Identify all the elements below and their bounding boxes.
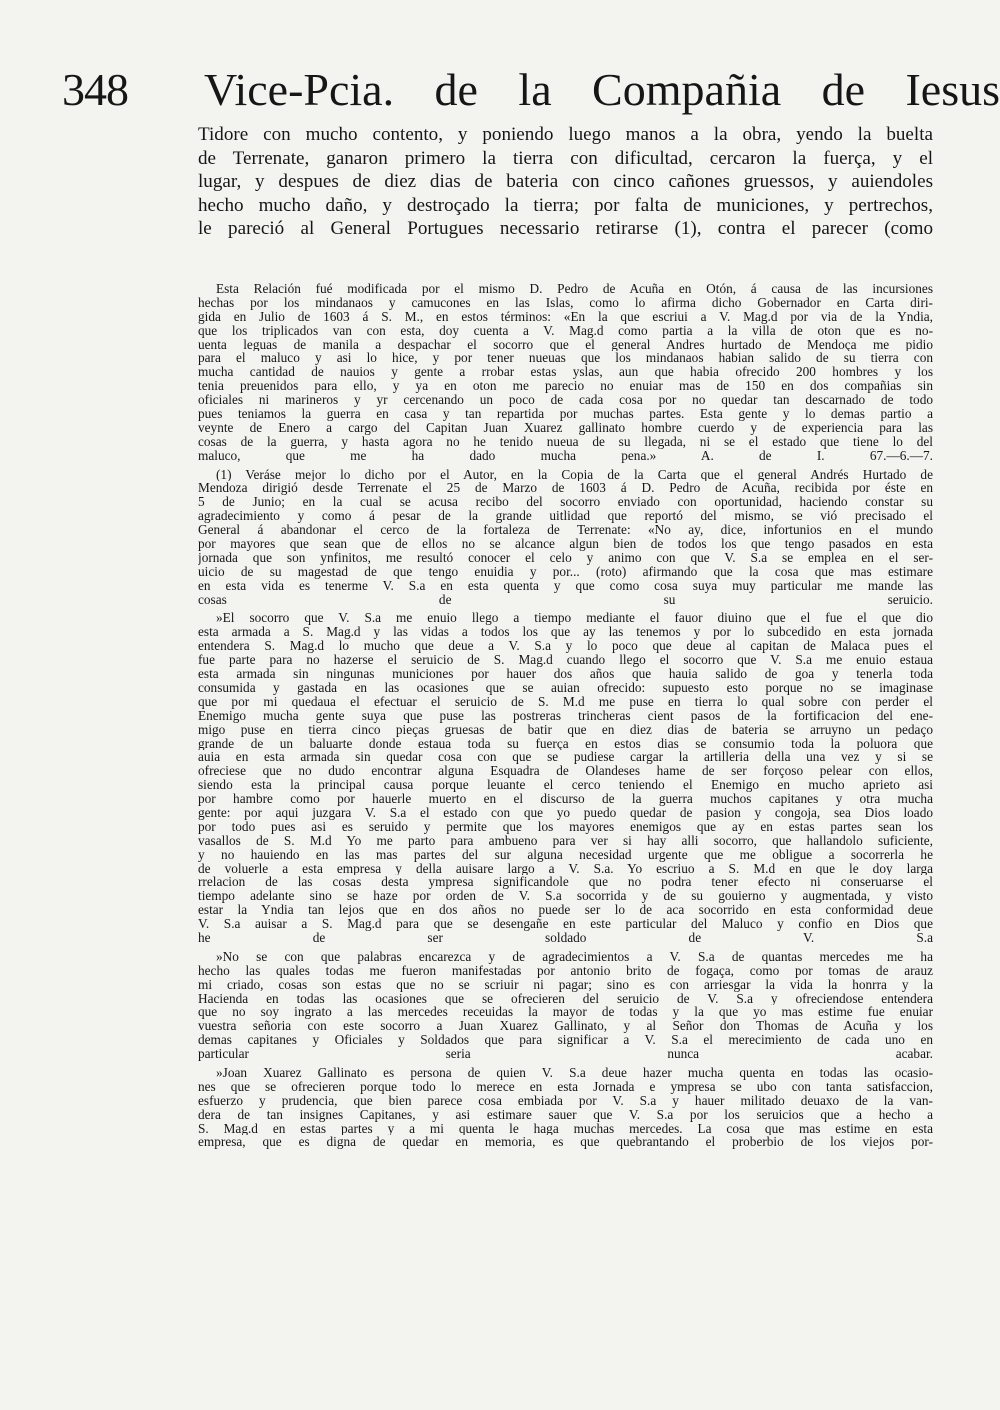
footnote-line: Enemigo mucha gente suya que puse las postreras trincheras cient pasos de la fortificacion del ene- (198, 708, 933, 723)
page-header (62, 62, 1000, 122)
footnote-line: por mayores que sean que de ellos no se alcance algun bien de todos los que tengo pasados en esta (198, 537, 933, 551)
footnote-line: Hacienda en todas las ocasiones que se ofrecieren del seruicio de V. S.a y ofreciendose entendera (198, 991, 933, 1006)
footnote-line: uenta leguas de manila a despachar el socorro que el general Andres hurtado de Mendoça me pidio (198, 337, 933, 352)
footnote-line: grande de un baluarte donde estaua toda su fuerça en estos dias se consumio toda la poluora que (198, 736, 933, 751)
footnote-line: particular seria nunca acabar. (198, 1047, 933, 1061)
footnote-line: por hambre como por hauerle muerto en el discurso de la guerra muchos capitanes y otra mucha (198, 792, 933, 806)
footnotes (198, 282, 933, 1149)
footnote-line: esta armada a S. Mag.d y las vidas a todos los que ay las tenemos y por lo subcedido en esta jornada (198, 625, 933, 640)
footnote-line: fue parte para no hazerse el seruicio de S. Mag.d cuando llego el socorro que V. S.a me enuio estaua (198, 653, 933, 668)
footnote-line: entendera S. Mag.d lo mucho que deue a V. S.a y lo poco que deue al capitan de Malaca pues el (198, 639, 933, 654)
footnote-line: oficiales ni marineros y yr cercenando un poco de cada cosa por no quedar tan descarnado de todo (198, 393, 933, 408)
footnote-line: gente: por aqui juzgara V. S.a el estado con que yo puedo quedar de pasion y congoja, sea Dios loado (198, 805, 933, 820)
footnote-paragraph (198, 950, 933, 1061)
footnote-line: Mendoza dirigió desde Terrenate el 25 de Marzo de 1603 á D. Pedro de Acuña, recibida por éste en (198, 481, 933, 496)
main-text-line: le pareció al General Portugues necessario retirarse (1), contra el parecer (como (198, 218, 933, 240)
footnote-line: esta armada sin ningunas municiones por hauer dos años que hauia salido de goa y tenerla toda (198, 667, 933, 681)
footnote-paragraph (198, 611, 933, 944)
footnote-line: uicio de su magestad de que tengo enuidia y por... (roto) afirmando que la cosa que mas estimare (198, 564, 933, 579)
footnote-paragraph (198, 1066, 933, 1149)
footnote-line: tiempo adelante sino se haze por orden de V. S.a socorrida y de su gouierno y augmentada, y visto (198, 889, 933, 904)
footnote-line: V. S.a auisar a S. Mag.d para que se desengañe en este particular del Maluco y confio en Dios que (198, 917, 933, 931)
footnote-line: mucha cantidad de nauios y gente a rrobar estas yslas, aun que habia ofrecido 200 hombres y los (198, 365, 933, 380)
footnote-line: que no soy ingrato a las mercedes receuidas la mayor de todas y la que yo mas estime fue enuiar (198, 1005, 933, 1020)
footnote-line: consumida y gastada en las ocasiones que se auian ofrecido: supuesto esto porque no se imaginase (198, 680, 933, 695)
footnote-line: dera de tan insignes Capitanes, y asi estimare sauer que V. S.a por los seruicios que a hecho a (198, 1107, 933, 1122)
footnote-line: que los triplicados van con esta, doy cuenta a V. Mag.d como partia a la villa de oton que es no- (198, 323, 933, 338)
footnote-paragraph (198, 282, 933, 463)
running-title: Vice-Pcia. de la Compañia de Iesus (204, 64, 1000, 115)
footnote-line: »Joan Xuarez Gallinato es persona de quien V. S.a deue hazer mucha quenta en todas las ocasio- (216, 1065, 933, 1080)
footnote-line: General á abandonar el cerco de la fortaleza de Terrenate: «No ay, dice, infortunios en el mundo (198, 523, 933, 538)
footnote-line: tenia preuenidos para ello, y ya en oton me parecio no enuiar mas de 150 en dos compañias sin (198, 379, 933, 394)
footnote-line: demas capitanes y Oficiales y Soldados que para significar a V. S.a el merecimiento de cada uno en (198, 1033, 933, 1048)
footnote-line: Esta Relación fué modificada por el mismo D. Pedro de Acuña en Otón, á causa de las incursiones (216, 282, 933, 296)
main-text-line: de Terrenate, ganaron primero la tierra con dificultad, cercaron la fuerça, y el (198, 147, 933, 169)
footnote-line: siendo esta la principal causa porque leuante el cerco teniendo el Enemigo en mucho aprieto asi (198, 778, 933, 793)
footnote-paragraph (198, 468, 933, 607)
footnote-line: ofreciese que no dudo encontrar alguna Esquadra de Olandeses hame de ser forçoso pelear con ellos, (198, 764, 933, 779)
footnote-line: maluco, que me ha dado mucha pena.» A. de I. 67.—6.—7. (198, 448, 933, 463)
footnote-line: »El socorro que V. S.a me enuio llego a tiempo mediante el fauor diuino que el fue el que dio (216, 611, 933, 626)
footnote-line: mi criado, cosas son estas que no se scriuir ni pagar; sino es con arriesgar la vida la honrra y la (198, 977, 933, 992)
footnote-line: por todo pues asi es seruido y permite que los mayores enemigos que ay en estas partes sean los (198, 819, 933, 834)
footnote-line: (1) Veráse mejor lo dicho por el Autor, en la Copia de la Carta que el general Andrés Hurtado de (216, 467, 933, 482)
footnote-line: y no hauiendo en las mas partes del sur alguna necesidad urgente que me obligue a socorrerla he (198, 847, 933, 862)
footnote-line: empresa, que es digna de quedar en memoria, es que quebrantando el proberbio de los viejos por- (198, 1135, 933, 1150)
main-text-line: hecho mucho daño, y destroçado la tierra; por falta de municiones, y pertrechos, (198, 194, 933, 216)
footnote-line: cosas de la guerra, y hasta agora no he tenido nueua de su llegada, ni se el estado que tiene lo del (198, 434, 933, 449)
footnote-line: he de ser soldado de V. S.a (198, 930, 933, 945)
main-text-line: Tidore con mucho contento, y poniendo luego manos a la obra, yendo la buelta (198, 124, 933, 145)
footnote-line: veynte de Enero a cargo del Capitan Juan Xuarez gallinato hombre cuerdo y de experiencia para las (198, 420, 933, 435)
footnote-line: vasallos de S. M.d Yo me parto para ambueno para ver si hay alli socorro, que hallandolo suficiente, (198, 833, 933, 848)
footnote-line: en esta vida es tenerme V. S.a en esta quenta y que como cosa suya muy particular me mande las (198, 578, 933, 593)
footnote-line: estar la Yndia tan lejos que en dos años no puede ser lo de aca socorrido en esta conformidad deue (198, 903, 933, 918)
footnote-line: »No se con que palabras encarezca y de agradecimientos a V. S.a de quantas mercedes me ha (216, 949, 933, 964)
page-number: 348 (62, 64, 128, 115)
footnote-line: para el maluco y asi lo hice, y por tener nueuas que los mindanaos habian salido de su tierra con (198, 351, 933, 366)
footnote-line: auia en esta armada sin quedar cosa con que se pudiese cargar la artilleria della una vez y si se (198, 750, 933, 765)
footnote-line: pues teniamos la guerra en casa y tan repartida por muchas partes. Esta gente y lo demas partio a (198, 407, 933, 421)
footnote-line: de voluerle a esta empresa y della auisare largo a V. S.a. Yo escriuo a S. M.d en que le doy larga (198, 861, 933, 876)
footnote-line: S. Mag.d en estas partes y a mi quenta le haga muchas mercedes. La cosa que mas estime en esta (198, 1121, 933, 1136)
footnote-line: jornada que son ynfinitos, me resultó conocer el celo y animo con que V. S.a se emplea en el ser- (198, 550, 933, 565)
footnote-line: que por mi quedaua el efectuar el seruicio de S. M.d me puse en tierra lo qual sobre con perder el (198, 694, 933, 709)
footnote-line: gida en Julio de 1603 á S. M., en estos términos: «En la que escriui a V. Mag.d por via de la Yndia, (198, 309, 933, 324)
footnote-line: esfuerzo y prudencia, que bien parece cosa embiada por V. S.a y hauer militado deuaxo de la van- (198, 1093, 933, 1108)
footnote-line: 5 de Junio; en la cual se acusa recibo del socorro enviado con oportunidad, haciendo constar su (198, 495, 933, 510)
footnote-line: migo puse en tierra cinco pieças gruesas de batir que en diez dias de bateria se arruyno un pedaço (198, 722, 933, 737)
footnote-line: hechas por los mindanaos y camucones en las Islas, como lo afirma dicho Gobernador en Carta diri- (198, 295, 933, 310)
footnote-line: cosas de su seruicio. (198, 592, 933, 607)
footnote-line: hecho las quales todas me fueron manifestadas por antonio brito de fogaça, como por tomas de arauz (198, 963, 933, 978)
main-text-line: lugar, y despues de diez dias de bateria con cinco cañones gruessos, y auiendoles (198, 171, 933, 193)
footnote-line: vuestra señoria con este socorro a Juan Xuarez Gallinato, y al Señor don Thomas de Acuña y los (198, 1019, 933, 1034)
footnote-line: agradecimiento y como á pesar de la grande uitlidad que reportó del mismo, se vió precisado el (198, 509, 933, 524)
main-text-paragraph (198, 123, 933, 241)
footnote-line: nes que se ofrecieren porque todo lo merece en esta Jornada e ympresa se ubo con tanta satisfaccion, (198, 1079, 933, 1094)
footnote-line: rrelacion de las cosas desta ympresa significandole que no podra tener efecto ni conseruarse el (198, 875, 933, 890)
